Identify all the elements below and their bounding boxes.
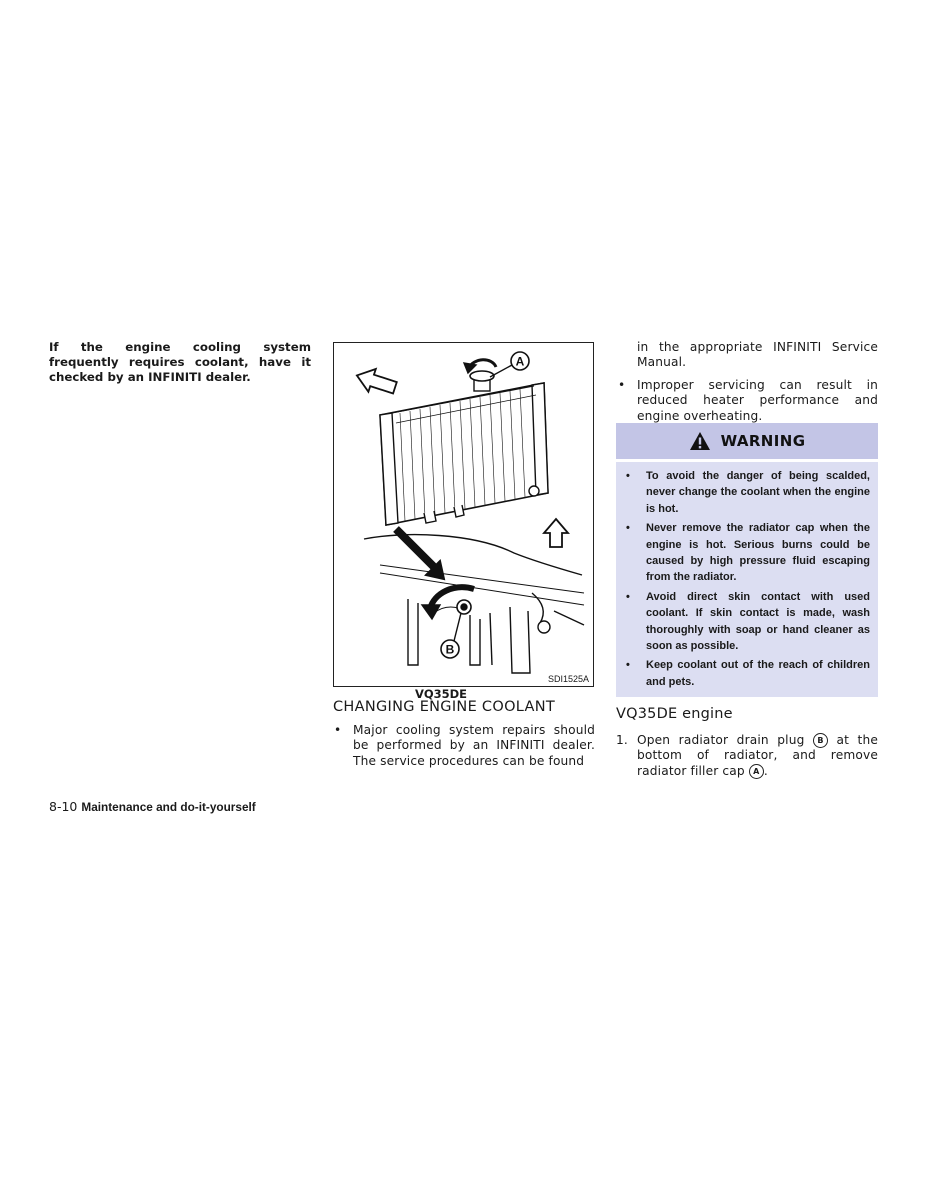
figure-code: SDI1525A [547,674,589,684]
warning-box [616,423,878,697]
page-footer [49,799,256,814]
warning-item [624,657,870,690]
bullet-continuation: in the appropriate INFINITI Service Manual. [637,340,878,370]
bullet-dot-icon: • [626,659,630,672]
section-heading: CHANGING ENGINE COOLANT [333,699,556,715]
dealer-check-note: If the engine cooling system frequently requires coolant, have it checked by an INFINITI dealer. [49,340,311,385]
engine-heading: VQ35DE engine [616,706,733,722]
bullet-dot-icon: • [626,590,630,603]
circled-a-label: A [749,764,764,779]
step-text-end: . [763,763,768,778]
warning-triangle-icon [689,431,711,451]
figure-caption: VQ35DE [414,687,468,701]
warning-item [624,520,870,586]
bullet-dot-icon: • [626,522,630,535]
bullet-text: Improper servicing can result in reduced heater performance and engine overheating. [637,377,878,423]
circled-b-label: B [813,733,828,748]
step-text-part2: at the bottom of radiator, and remove radiator filler cap [637,733,878,778]
section-bullets [333,723,595,776]
warning-header [616,423,878,459]
warning-body [616,462,878,697]
callout-b-label: B [445,642,455,657]
step-1 [616,733,878,779]
step-text-part1: Open radiator drain plug [637,733,805,747]
bullet-text: Major cooling system repairs should be performed by an INFINITI dealer. The service procedures can be found [353,723,595,768]
warning-item [624,468,870,517]
section-bullets-continued [617,340,878,431]
chapter-title: Maintenance and do-it-yourself [81,800,256,814]
radiator-figure [333,342,594,687]
bullet-dot-icon: • [334,723,342,737]
callout-a-label: A [515,354,525,369]
warning-title: WARNING [720,432,806,450]
warning-item-text: Avoid direct skin contact with used coolant. If skin contact is made, wash thoroughly with soap or hand cleaner as soon as possible. [646,590,870,653]
warning-item-text: Keep coolant out of the reach of children and pets. [646,659,870,688]
radiator-drain-illustration [334,343,592,685]
bullet-item [333,723,595,769]
warning-item-text: Never remove the radiator cap when the engine is hot. Serious burns could be caused by high pressure fluid escaping from the radiator. [646,522,870,584]
bullet-dot-icon: • [626,470,630,482]
bullet-dot-icon: • [618,377,626,392]
step-text [616,733,878,779]
warning-item-text: To avoid the danger of being scalded, never change the coolant when the engine is hot. [646,470,870,515]
bullet-item [617,378,878,424]
step-number: 1. [616,733,628,747]
page-number: 8-10 [49,799,78,814]
warning-item [624,589,870,655]
